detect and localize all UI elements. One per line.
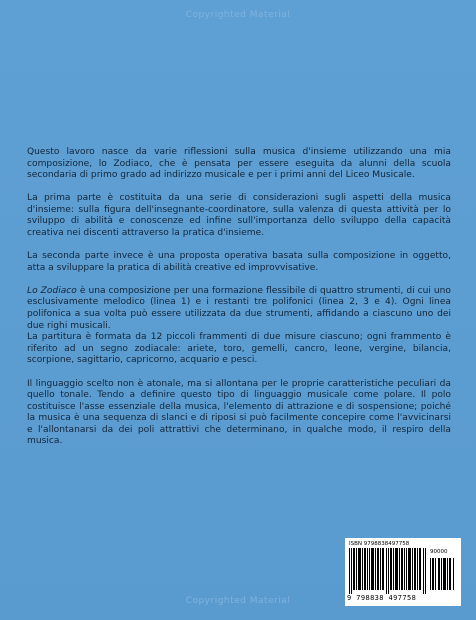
isbn-digits: 9 798838 497758: [347, 594, 417, 602]
paragraph-score: La partitura è formata da 12 piccoli frammenti di due misure ciascuno; ogni frammento è riferito ad un segno zodiacale: ariete, toro, gemelli, cancro, leone, vergine, bilancia, scorpione, sagittario, capricorno, acquario e pesci.: [27, 332, 451, 366]
price-barcode-icon: [430, 558, 456, 590]
paragraph-first-part: La prima parte è costituita da una serie di considerazioni sugli aspetti della musica d'insieme: sulla figura dell'insegnante-coordinatore, sulla valenza di questa attività per lo sviluppo di abilità e conoscenze ed infine sull'importanza dello sviluppo della capacità creativa nei discenti attraverso la pratica d'insieme.: [27, 193, 451, 239]
watermark-bottom: Copyrighted Material: [185, 596, 291, 606]
paragraph-intro: Questo lavoro nasce da varie riflessioni sulla musica d'insieme utilizzando una mia composizione, lo Zodiaco, che è pensata per essere eseguita da alunni della scuola secondaria di primo grado ad indirizzo musicale e per i primi anni del Liceo Musicale.: [27, 147, 451, 181]
watermark-top: Copyrighted Material: [185, 10, 291, 20]
price-code: 90000: [430, 549, 448, 555]
work-title: Lo Zodiaco: [27, 285, 77, 296]
paragraph-second-part: La seconda parte invece è una proposta operativa basata sulla composizione in oggetto, atta a sviluppare la pratica di abilità creative ed improvvisative.: [27, 251, 451, 273]
composition-description: è una composizione per una formazione flessibile di quattro strumenti, di cui uno esclusivamente melodico (linea 1) e i restanti tre polifonici (linea 2, 3 e 4). Ogni linea polifonica a sua volta può essere utilizzata da due strumenti, affidando a ciascuno uno dei due righi musicali.: [27, 285, 451, 331]
back-cover-text: [27, 147, 451, 460]
paragraph-language: Il linguaggio scelto non è atonale, ma si allontana per le proprie caratteristiche peculiari da quello tonale. Tendo a definire questo tipo di linguaggio musicale come polare. Il polo costituisce l'asse essenziale della musica, l'elemento di attrazione e di sospensione; poiché la musica è una sequenza di slanci e di riposi si può facilmente concepire come l'avvicinarsi e l'allontanarsi da dei poli attrattivi che determinano, in qualche modo, il respiro della musica.: [27, 378, 451, 447]
paragraph-composition: [27, 286, 451, 332]
barcode-bars-icon: [349, 548, 427, 594]
isbn-label: ISBN 9798838497758: [349, 541, 410, 547]
